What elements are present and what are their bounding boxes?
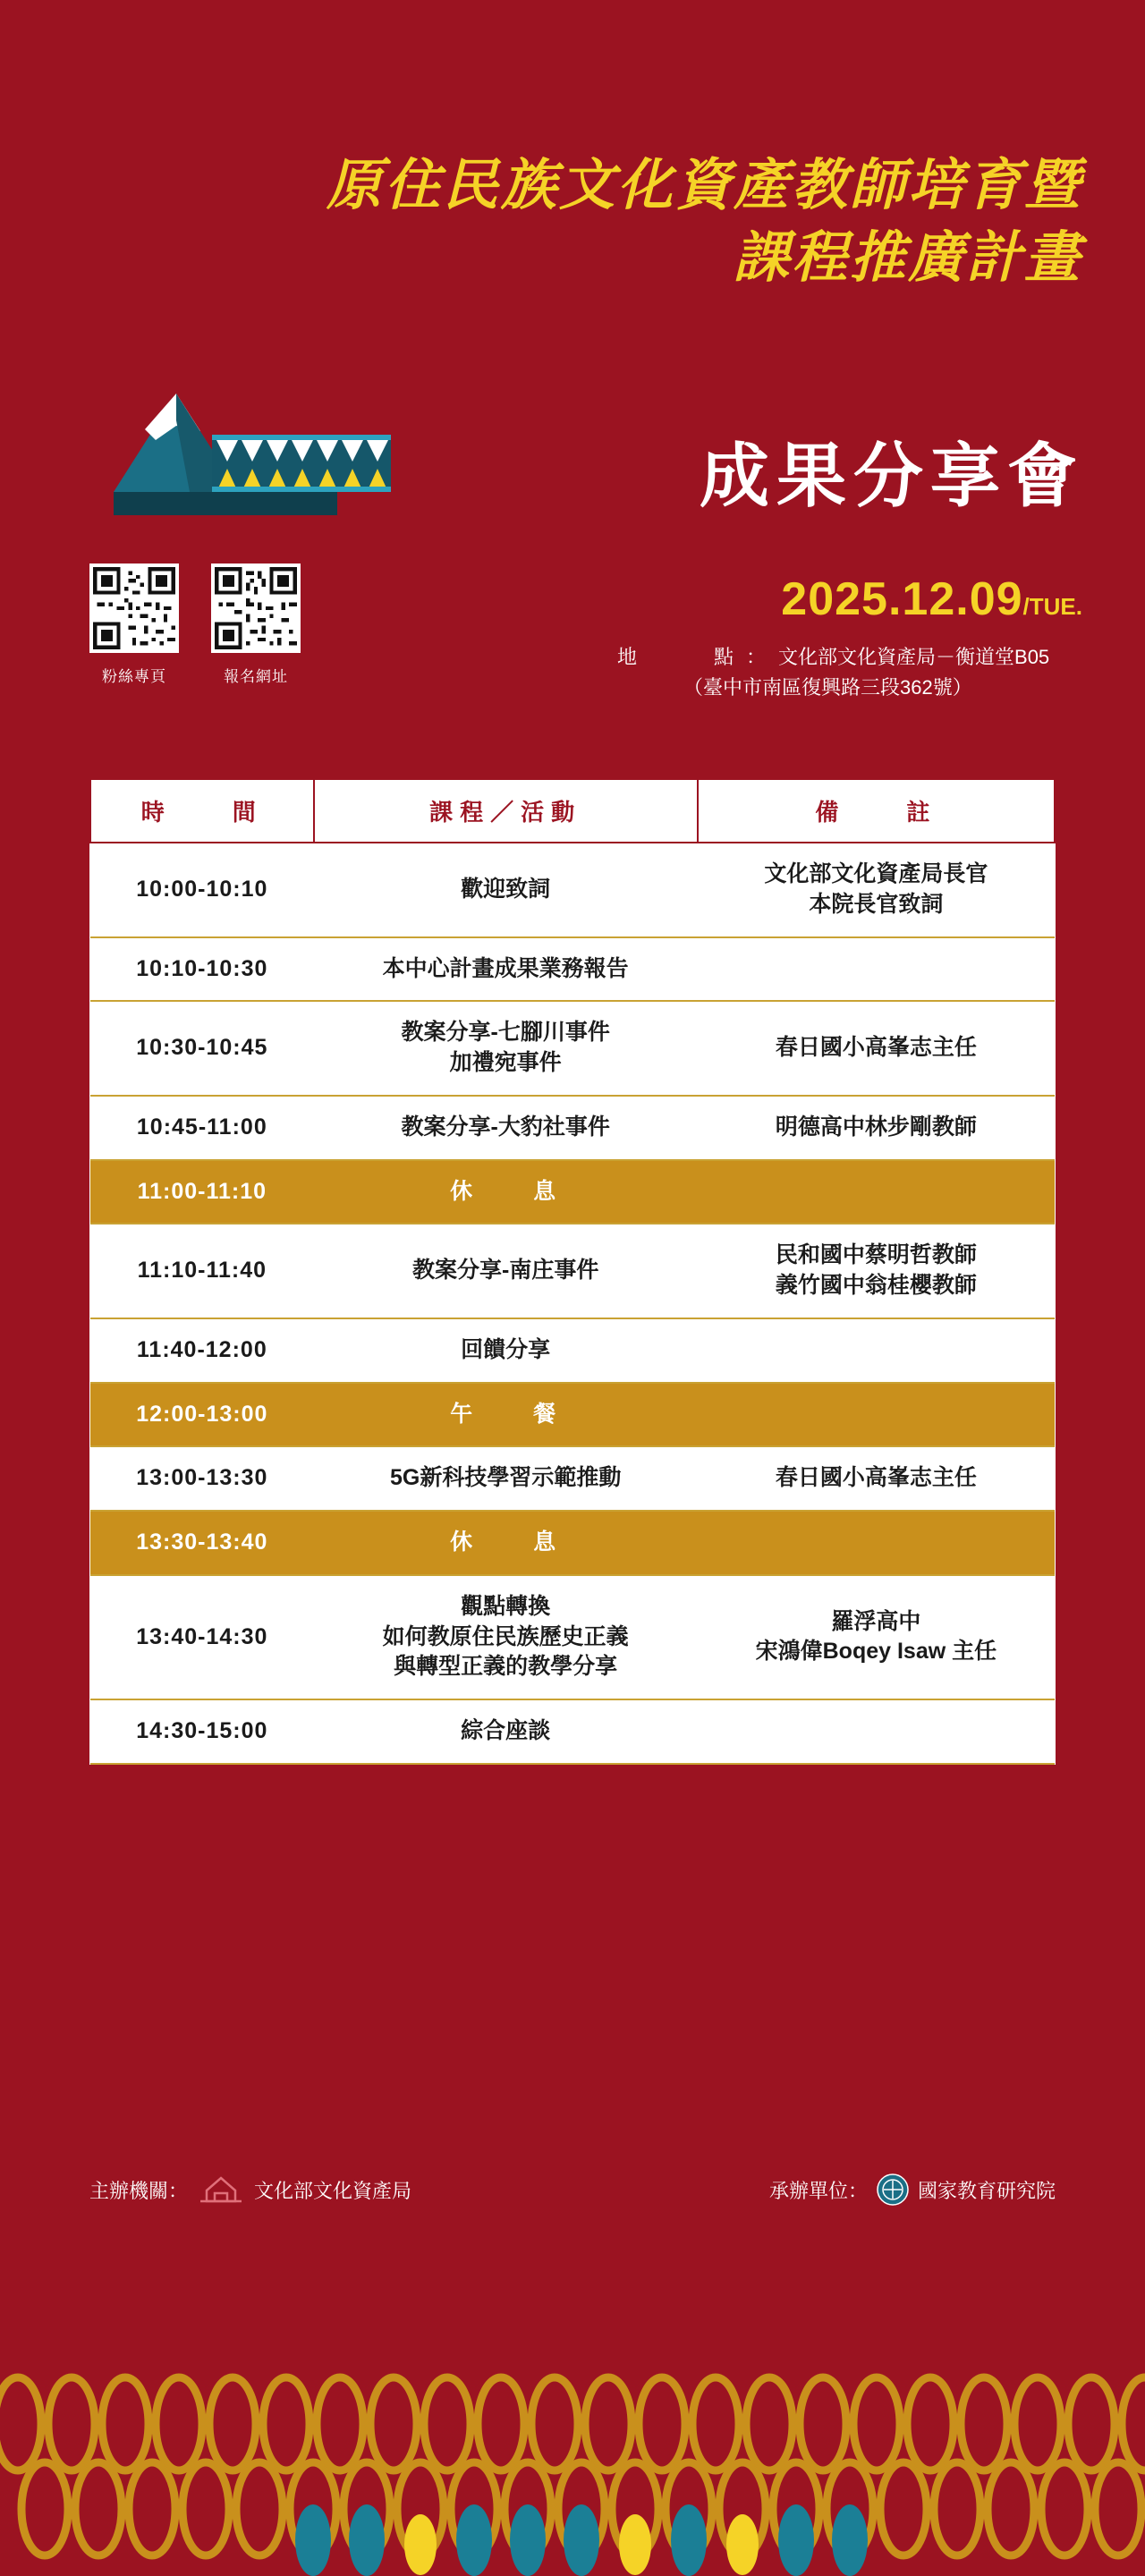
- host-label: 主辦機關：: [89, 2179, 189, 2202]
- fanpage-qr-caption: 粉絲專頁: [102, 668, 166, 685]
- cell-time: 13:00-13:30: [90, 1446, 314, 1511]
- cell-time: 11:00-11:10: [90, 1160, 314, 1224]
- table-row: [90, 1001, 1055, 1096]
- event-date: [781, 572, 1082, 626]
- cell-activity: 回饋分享: [314, 1318, 698, 1383]
- cell-time: 10:45-11:00: [90, 1096, 314, 1160]
- venue-name: 文化部文化資產局－衡道堂B05: [778, 646, 1050, 668]
- cell-note: [698, 1699, 1055, 1764]
- cell-time: 13:40-14:30: [90, 1575, 314, 1699]
- cell-activity: 教案分享-七腳川事件 加禮宛事件: [314, 1001, 698, 1096]
- fanpage-qr-icon[interactable]: [89, 564, 179, 653]
- schedule-table: [89, 778, 1056, 1765]
- qr-block: [89, 564, 301, 686]
- cell-note: 民和國中蔡明哲教師 義竹國中翁桂櫻教師: [698, 1224, 1055, 1318]
- table-row: [90, 1383, 1055, 1447]
- header-note: 備 註: [698, 779, 1055, 843]
- cell-time: 14:30-15:00: [90, 1699, 314, 1764]
- cell-note: [698, 937, 1055, 1002]
- cell-time: 12:00-13:00: [90, 1383, 314, 1447]
- cell-time: 13:30-13:40: [90, 1511, 314, 1575]
- bottom-pattern-decoration: [0, 2361, 1145, 2576]
- event-venue: [617, 642, 1082, 703]
- mountain-graphic: [82, 394, 556, 528]
- cell-note: [698, 1318, 1055, 1383]
- cell-note: 文化部文化資產局長官 本院長官致詞: [698, 843, 1055, 937]
- mountain-icon: [82, 394, 556, 528]
- cell-note: [698, 1511, 1055, 1575]
- organizer-label: 承辦單位：: [768, 2179, 868, 2202]
- table-row: [90, 1699, 1055, 1764]
- header-activity: 課程／活動: [314, 779, 698, 843]
- registration-qr-caption: 報名網址: [224, 668, 288, 685]
- table-row: [90, 843, 1055, 937]
- program-title-line2: 課程推廣計畫: [733, 225, 1082, 291]
- table-row: [90, 1160, 1055, 1224]
- cell-activity: 教案分享-南庄事件: [314, 1224, 698, 1318]
- table-row: [90, 1575, 1055, 1699]
- venue-address: （臺中市南區復興路三段362號）: [683, 676, 972, 699]
- event-date-suffix: /TUE.: [1022, 593, 1082, 620]
- cell-activity: 休 息: [314, 1160, 698, 1224]
- cell-activity: 5G新科技學習示範推動: [314, 1446, 698, 1511]
- host-group: [89, 2174, 411, 2205]
- cell-note: 羅浮高中 宋鴻偉Boqey Isaw 主任: [698, 1575, 1055, 1699]
- table-row: [90, 937, 1055, 1002]
- event-title: 成果分享會: [699, 436, 1084, 515]
- program-title-line1: 原住民族文化資產教師培育暨: [326, 152, 1082, 217]
- cell-note: 春日國小高峯志主任: [698, 1446, 1055, 1511]
- organizer-name: 國家教育研究院: [917, 2179, 1056, 2202]
- host-name: 文化部文化資產局: [254, 2179, 412, 2202]
- cell-activity: 本中心計畫成果業務報告: [314, 937, 698, 1002]
- table-row: [90, 1096, 1055, 1160]
- cell-activity: 綜合座談: [314, 1699, 698, 1764]
- cell-activity: 歡迎致詞: [314, 843, 698, 937]
- cell-time: 11:40-12:00: [90, 1318, 314, 1383]
- event-date-main: 2025.12.09: [781, 573, 1023, 625]
- cell-activity: 觀點轉換 如何教原住民族歷史正義 與轉型正義的教學分享: [314, 1575, 698, 1699]
- venue-label: 地 點：: [617, 646, 779, 668]
- table-header-row: [90, 779, 1055, 843]
- cell-time: 10:00-10:10: [90, 843, 314, 937]
- cell-note: 春日國小高峯志主任: [698, 1001, 1055, 1096]
- cell-note: [698, 1160, 1055, 1224]
- cell-time: 10:30-10:45: [90, 1001, 314, 1096]
- cell-note: 明德高中林步剛教師: [698, 1096, 1055, 1160]
- naer-logo-icon: [877, 2174, 909, 2206]
- qr-item-fanpage[interactable]: [89, 564, 179, 686]
- table-row: [90, 1224, 1055, 1318]
- schedule-body: [90, 843, 1055, 1764]
- table-row: [90, 1446, 1055, 1511]
- poster-header: [0, 0, 1145, 290]
- registration-qr-icon[interactable]: [211, 564, 301, 653]
- organizations-footer: [89, 2174, 1056, 2206]
- program-title: [0, 152, 1145, 290]
- cell-time: 11:10-11:40: [90, 1224, 314, 1318]
- cell-activity: 午 餐: [314, 1383, 698, 1447]
- qr-item-registration[interactable]: [211, 564, 301, 686]
- cell-note: [698, 1383, 1055, 1447]
- cell-time: 10:10-10:30: [90, 937, 314, 1002]
- cell-activity: 休 息: [314, 1511, 698, 1575]
- header-time: 時 間: [90, 779, 314, 843]
- organizer-group: [769, 2174, 1056, 2206]
- table-row: [90, 1318, 1055, 1383]
- cell-activity: 教案分享-大豹社事件: [314, 1096, 698, 1160]
- table-row: [90, 1511, 1055, 1575]
- cultural-heritage-logo-icon: [197, 2174, 245, 2205]
